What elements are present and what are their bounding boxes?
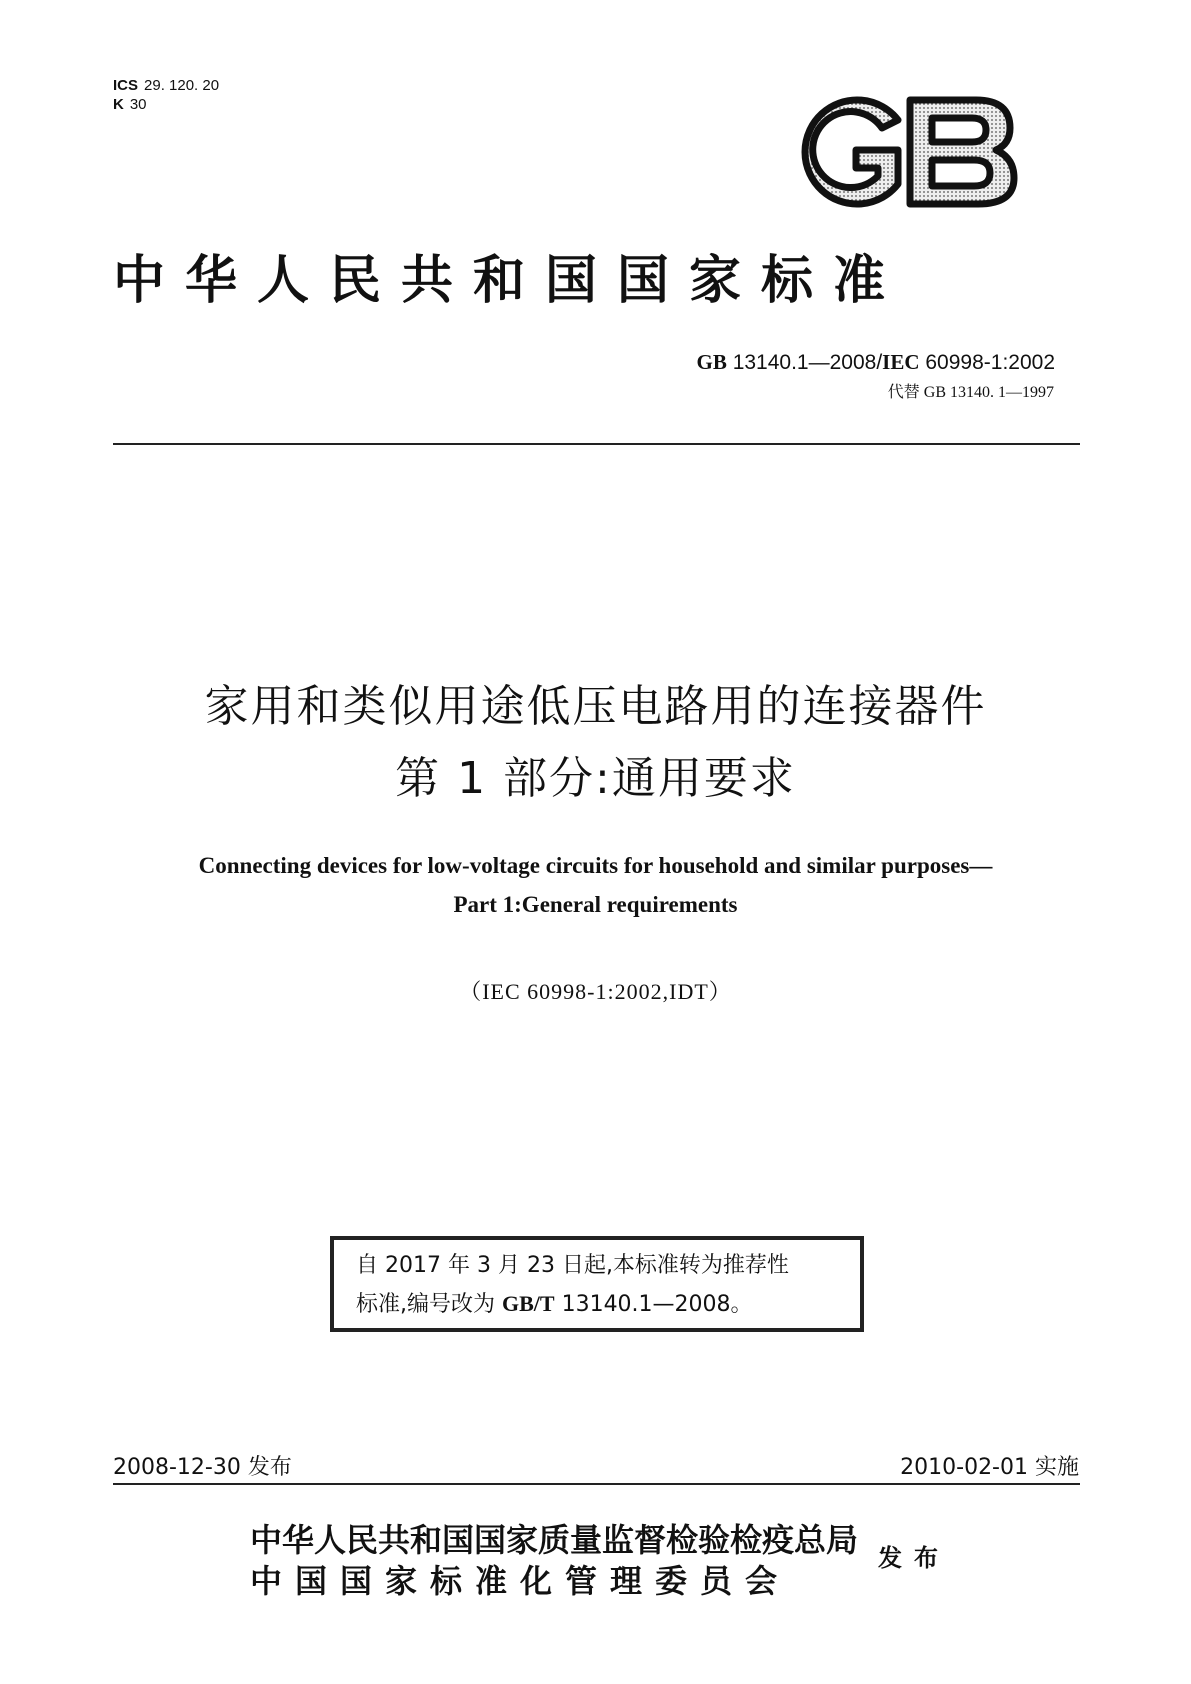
notice-code: GB/T <box>502 1291 555 1316</box>
issuer-sac: 中国国家标准化管理委员会 <box>250 1562 791 1600</box>
standard-number: 13140.1—2008/ <box>732 351 883 374</box>
issuer-aqsiq: 中华人民共和国国家质量监督检验检疫总局 <box>250 1521 859 1559</box>
notice-line2-prefix: 标准,编号改为 <box>356 1292 502 1317</box>
k-line <box>113 95 219 114</box>
top-divider <box>113 443 1080 445</box>
k-label: K <box>113 96 124 113</box>
gb-logo <box>786 90 1018 214</box>
notice-box <box>330 1236 864 1332</box>
adoption-note: （IEC 60998-1:2002,IDT） <box>459 979 732 1004</box>
notice-line2 <box>356 1285 860 1324</box>
title-english-line1: Connecting devices for low-voltage circuits for household and similar purposes— <box>198 853 993 878</box>
ics-classification <box>113 76 219 114</box>
issue-date: 2008-12-30 发布 <box>113 1455 292 1480</box>
title-chinese-line1: 家用和类似用途低压电路用的连接器件 <box>204 681 987 732</box>
gb-prefix: GB <box>696 350 727 374</box>
bottom-divider <box>113 1483 1080 1485</box>
ics-label: ICS <box>113 77 139 94</box>
ics-code: 29. 120. 20 <box>144 77 220 94</box>
implementation-date: 2010-02-01 实施 <box>900 1455 1079 1480</box>
title-english-line2: Part 1:General requirements <box>453 892 738 917</box>
replaces-note: 代替 GB 13140. 1—1997 <box>887 384 1054 401</box>
national-standard-banner: 中华人民共和国国家标准 <box>113 251 906 311</box>
publish-label: 发布 <box>878 1544 950 1572</box>
notice-line2-suffix: 13140.1—2008。 <box>554 1292 753 1317</box>
k-code: 30 <box>129 96 147 113</box>
standard-code <box>697 350 1055 375</box>
ics-line <box>113 76 219 95</box>
iec-prefix: IEC <box>882 350 920 374</box>
title-chinese-line2: 第 1 部分:通用要求 <box>395 753 796 804</box>
iec-number: 60998-1:2002 <box>925 351 1055 374</box>
notice-line1: 自 2017 年 3 月 23 日起,本标准转为推荐性 <box>356 1253 789 1278</box>
